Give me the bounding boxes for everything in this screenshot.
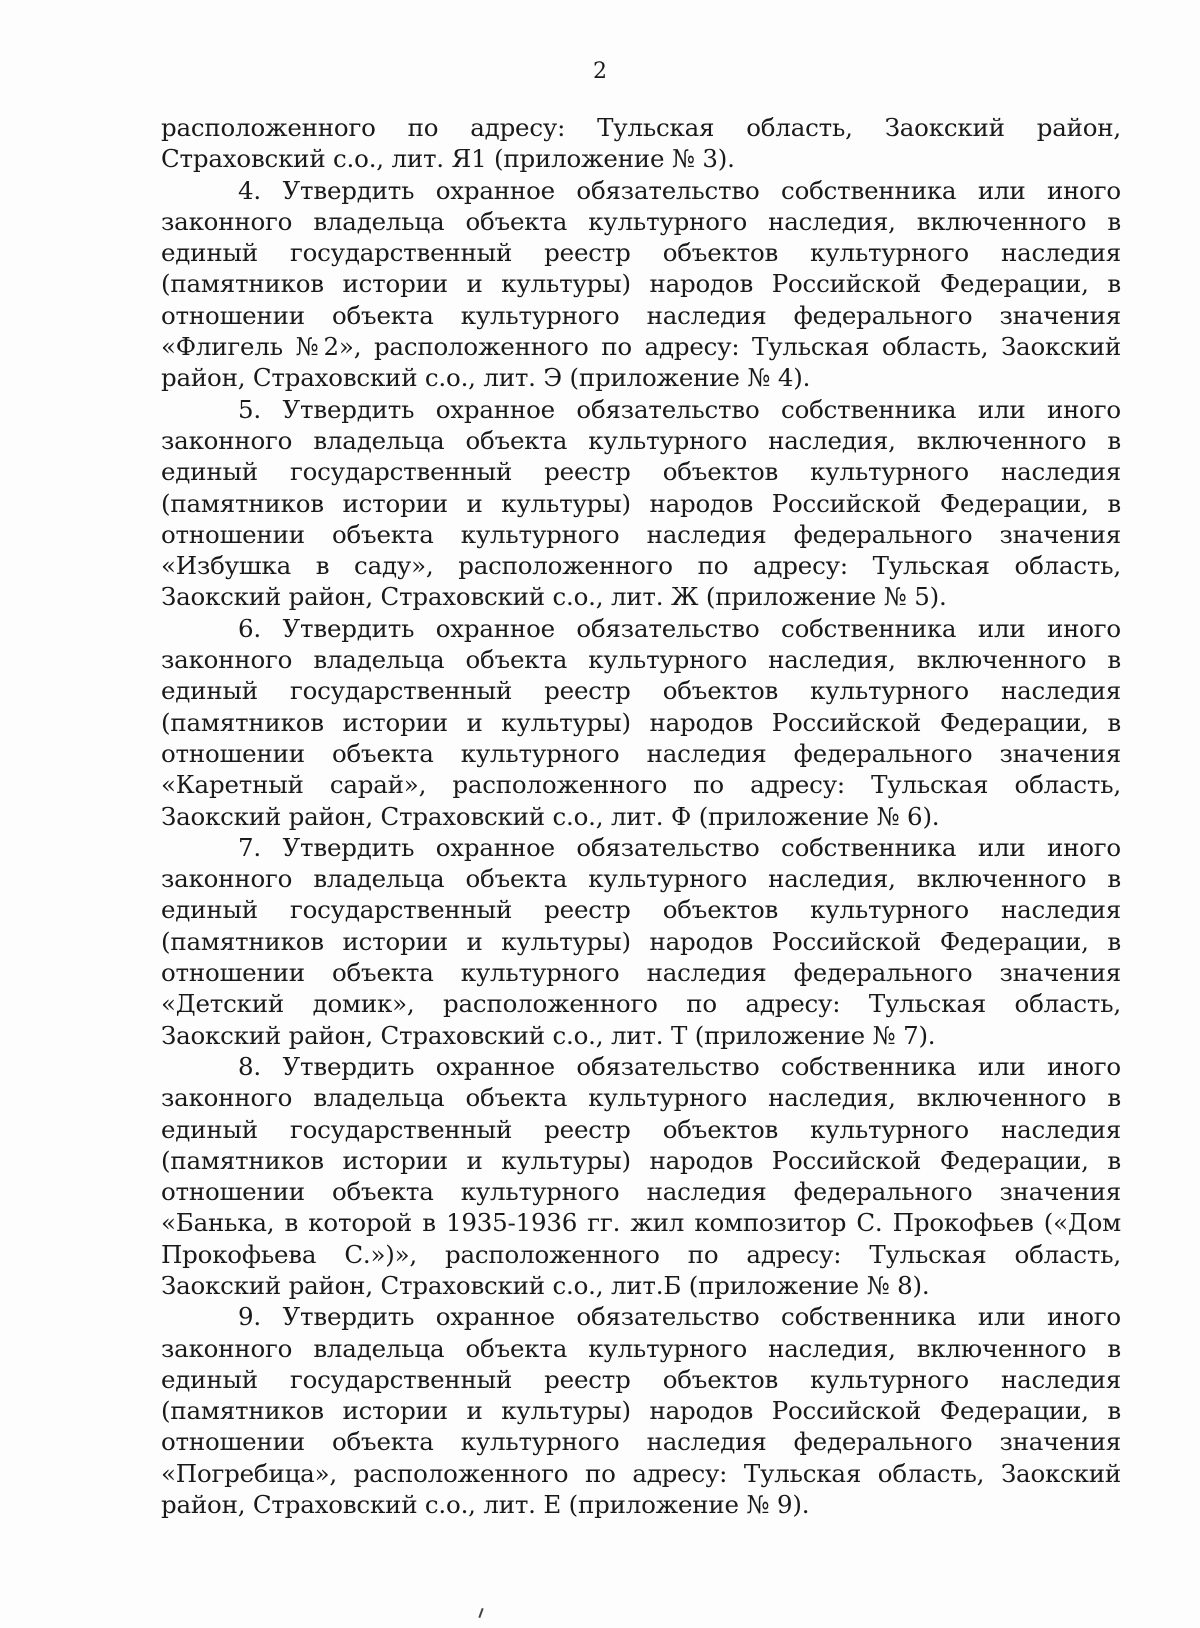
scan-artifact-mark — [478, 1608, 483, 1618]
page-number: 2 — [593, 59, 607, 84]
paragraph-item-4: 4. Утвердить охранное обязательство собственника или иного законного владельца объекта культурного наследия, включенного в единый государственный реестр объектов культурного наследия (памятников истории и культуры) народов Российской Федерации, в отношении объекта культурного наследия федерального значения «Флигель №2», расположенного по адресу: Тульская область, Заокский район, Страховский с.о., лит. Э (приложение № 4). — [161, 175, 1121, 393]
paragraph-item-6: 6. Утвердить охранное обязательство собственника или иного законного владельца объекта культурного наследия, включенного в единый государственный реестр объектов культурного наследия (памятников истории и культуры) народов Российской Федерации, в отношении объекта культурного наследия федерального значения «Каретный сарай», расположенного по адресу: Тульская область, Заокский район, Страховский с.о., лит. Ф (приложение № 6). — [161, 613, 1121, 831]
paragraph-item-7: 7. Утвердить охранное обязательство собственника или иного законного владельца объекта культурного наследия, включенного в единый государственный реестр объектов культурного наследия (памятников истории и культуры) народов Российской Федерации, в отношении объекта культурного наследия федерального значения «Детский домик», расположенного по адресу: Тульская область, Заокский район, Страховский с.о., лит. Т (приложение № 7). — [161, 832, 1121, 1050]
paragraph-item-8: 8. Утвердить охранное обязательство собственника или иного законного владельца объекта культурного наследия, включенного в единый государственный реестр объектов культурного наследия (памятников истории и культуры) народов Российской Федерации, в отношении объекта культурного наследия федерального значения «Банька, в которой в 1935-1936 гг. жил композитор С. Прокофьев («Дом Прокофьева С.»)», расположенного по адресу: Тульская область, Заокский район, Страховский с.о., лит.Б (приложение № 8). — [161, 1051, 1121, 1300]
document-body — [161, 112, 1121, 1520]
paragraph-item-5: 5. Утвердить охранное обязательство собственника или иного законного владельца объекта культурного наследия, включенного в единый государственный реестр объектов культурного наследия (памятников истории и культуры) народов Российской Федерации, в отношении объекта культурного наследия федерального значения «Избушка в саду», расположенного по адресу: Тульская область, Заокский район, Страховский с.о., лит. Ж (приложение № 5). — [161, 394, 1121, 612]
paragraph-item-9: 9. Утвердить охранное обязательство собственника или иного законного владельца объекта культурного наследия, включенного в единый государственный реестр объектов культурного наследия (памятников истории и культуры) народов Российской Федерации, в отношении объекта культурного наследия федерального значения «Погребица», расположенного по адресу: Тульская область, Заокский район, Страховский с.о., лит. Е (приложение № 9). — [161, 1302, 1121, 1520]
paragraph-continuation: расположенного по адресу: Тульская область, Заокский район, Страховский с.о., лит. Я1 (приложение № 3). — [161, 113, 1121, 174]
